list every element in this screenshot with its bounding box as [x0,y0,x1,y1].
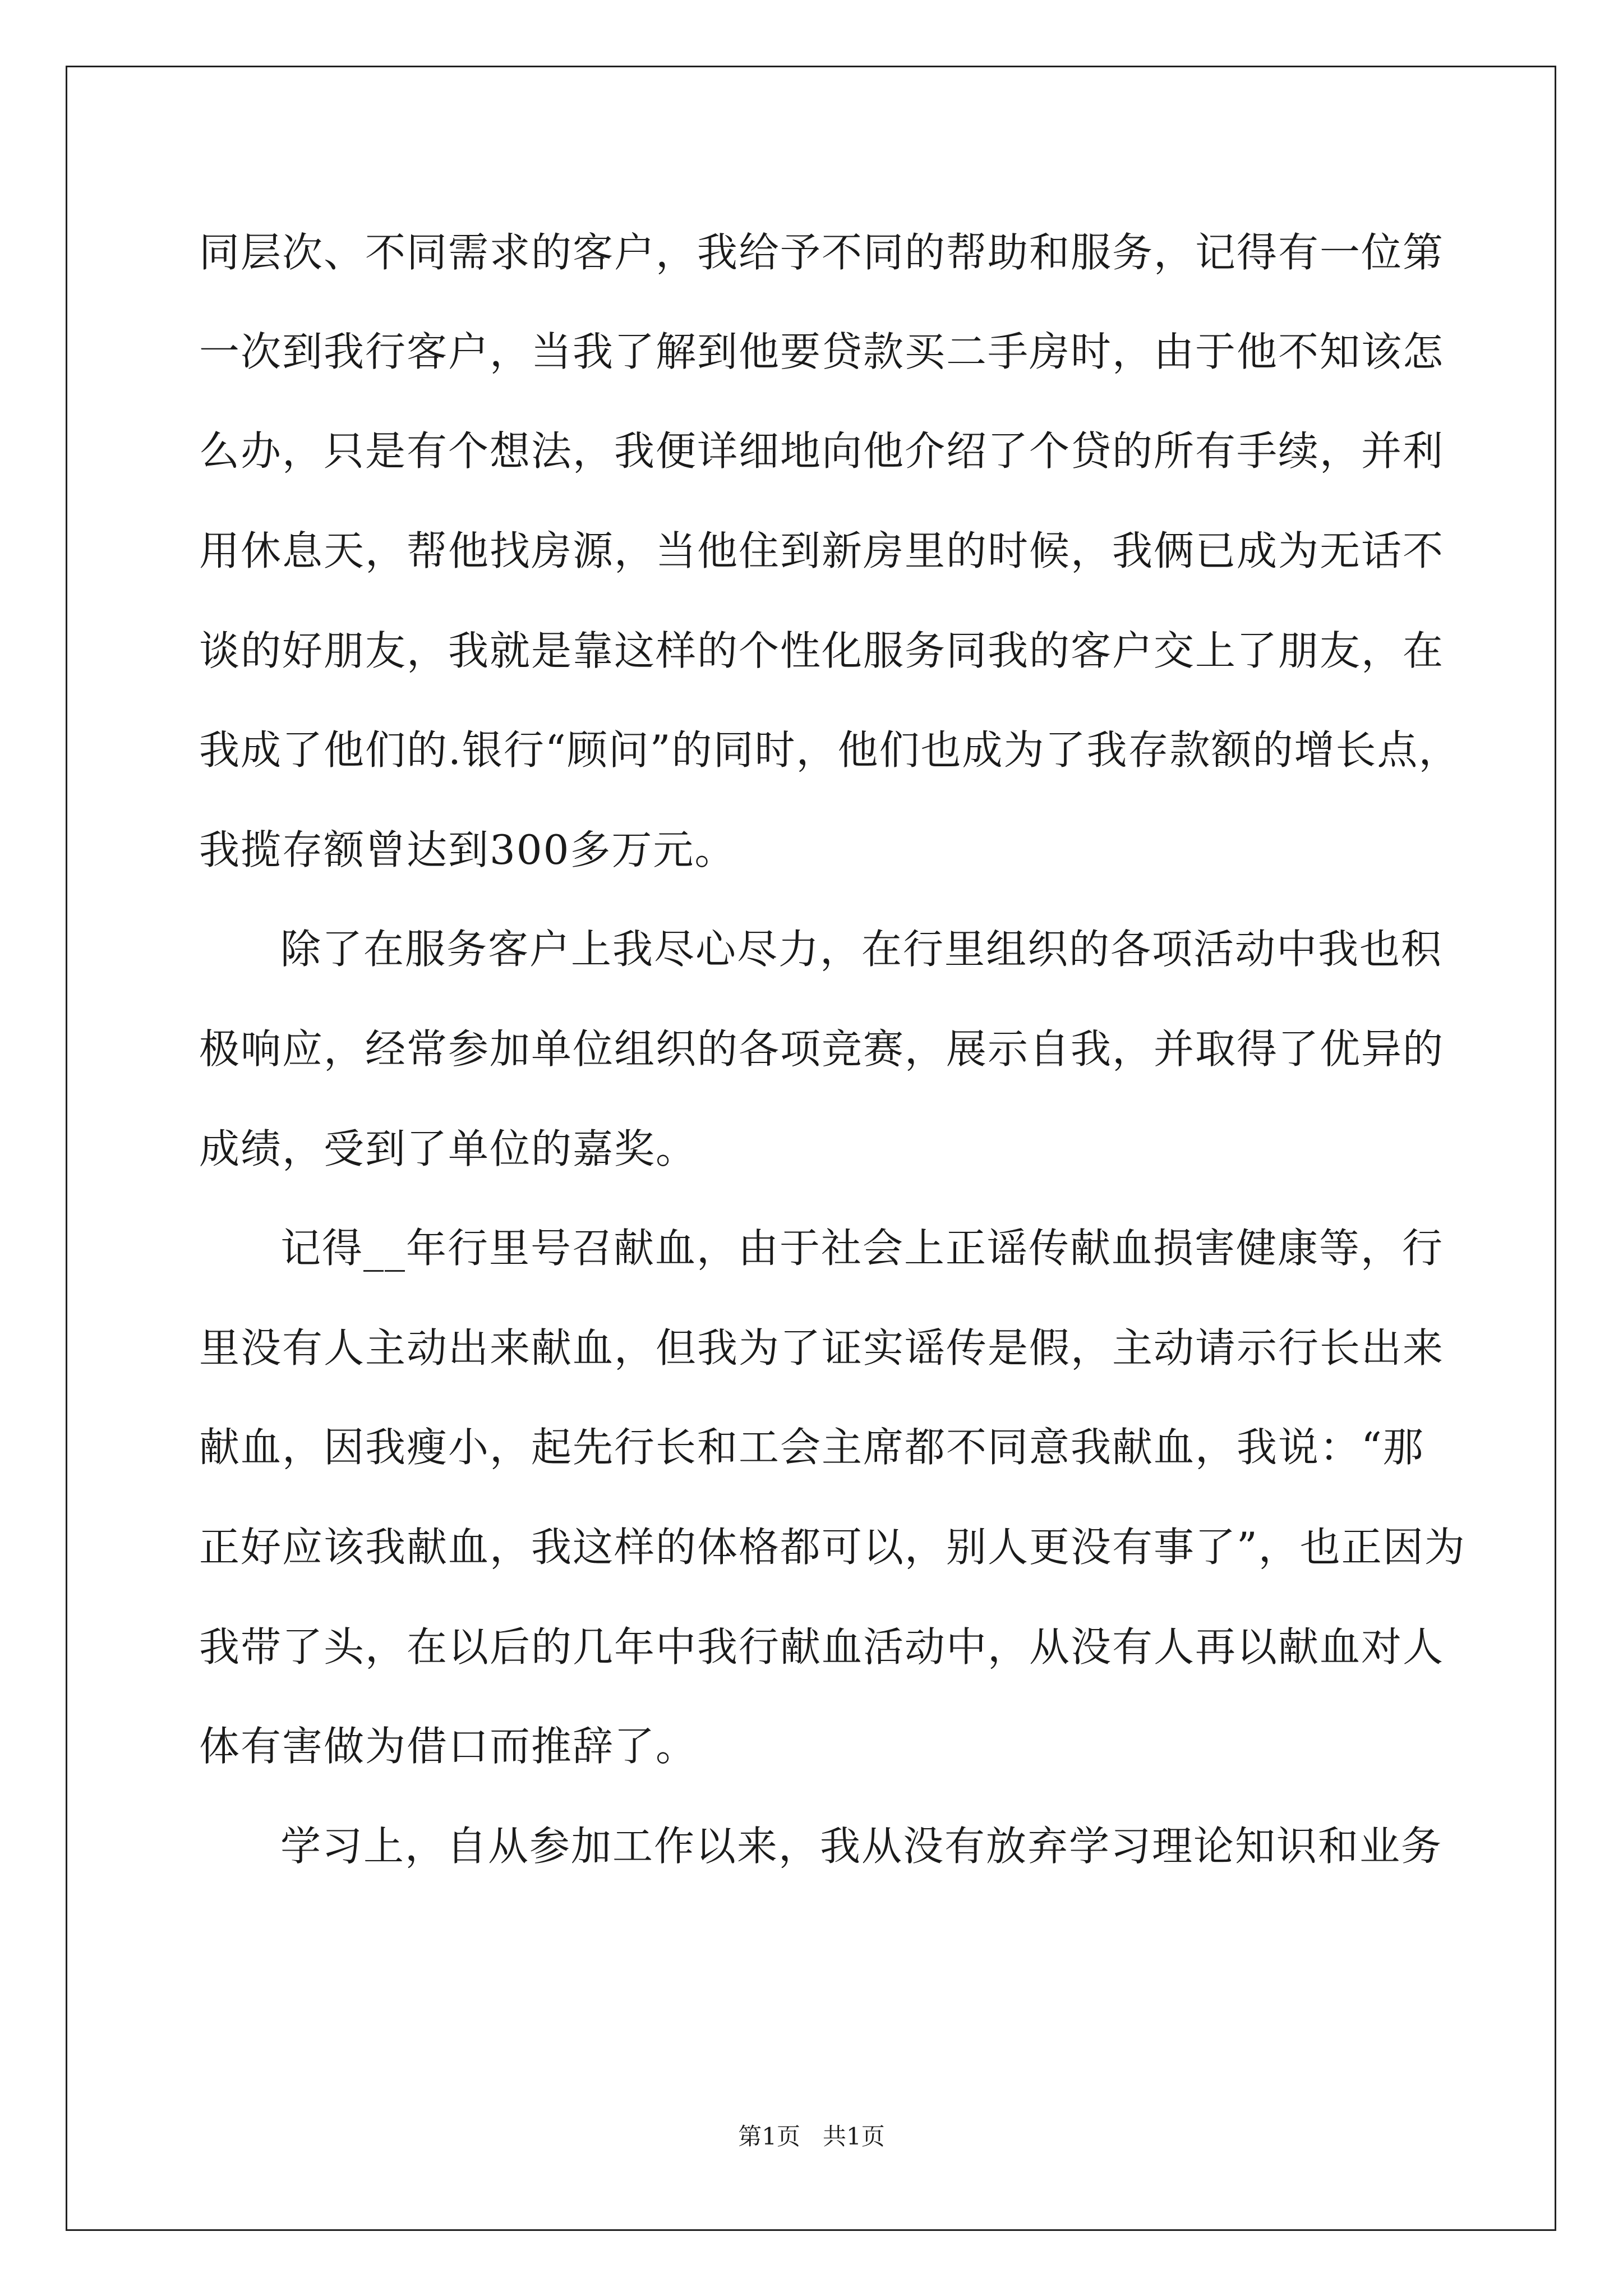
text-line: 学习上，自从参加工作以来，我从没有放弃学习理论知识和业务 [280,1823,1443,1870]
text-line: 么办，只是有个想法，我便详细地向他介绍了个贷的所有手续，并利 [199,427,1445,475]
text-line: 我成了他们的.银行“顾问”的同时，他们也成为了我存款额的增长点， [199,726,1460,774]
page-footer [0,2122,1623,2152]
page-total: 共1页 [823,2123,885,2150]
text-line: 记得__年行里号召献血，由于社会上正谣传献血损害健康等，行 [280,1225,1444,1272]
text-line: 除了在服务客户上我尽心尽力，在行里组织的各项活动中我也积 [280,926,1443,973]
text-line: 里没有人主动出来献血，但我为了证实谣传是假，主动请示行长出来 [199,1324,1445,1372]
text-line: 献血，因我瘦小，起先行长和工会主席都不同意我献血，我说：“那 [199,1424,1424,1471]
text-line: 成绩，受到了单位的嘉奖。 [199,1125,698,1172]
text-line: 体有害做为借口而推辞了。 [199,1723,698,1770]
text-line: 我揽存额曾达到300多万元。 [199,826,736,873]
text-line: 极响应，经常参加单位组织的各项竞赛，展示自我，并取得了优异的 [199,1025,1445,1073]
text-line: 同层次、不同需求的客户，我给予不同的帮助和服务，记得有一位第 [199,229,1445,276]
text-line: 谈的好朋友，我就是靠这样的个性化服务同我的客户交上了朋友，在 [199,627,1445,674]
text-line: 我带了头，在以后的几年中我行献血活动中，从没有人再以献血对人 [199,1623,1445,1671]
text-line: 一次到我行客户，当我了解到他要贷款买二手房时，由于他不知该怎 [199,328,1445,375]
page-number: 第1页 [738,2123,800,2150]
text-line: 用休息天，帮他找房源，当他住到新房里的时候，我俩已成为无话不 [199,527,1445,574]
text-line: 正好应该我献血，我这样的体格都可以，别人更没有事了”，也正因为 [199,1524,1466,1571]
